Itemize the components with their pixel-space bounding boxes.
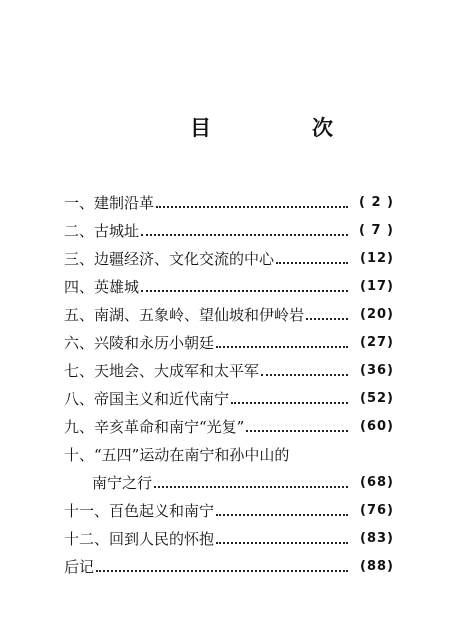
toc-entry-title: 英雄城 bbox=[94, 278, 140, 296]
dot-leader bbox=[156, 206, 348, 208]
toc-entry[interactable] bbox=[64, 274, 394, 296]
toc-entry-title: 天地会、大成军和太平军 bbox=[94, 362, 260, 380]
toc-entry-title: 南湖、五象岭、望仙坡和伊岭岩 bbox=[94, 306, 305, 324]
toc-entry-number: 八、 bbox=[64, 390, 95, 408]
toc-entry-number: 五、 bbox=[64, 306, 95, 324]
toc-entry[interactable] bbox=[64, 358, 394, 380]
toc-entry[interactable] bbox=[64, 498, 394, 520]
toc-entry-title: 辛亥革命和南宁“光复” bbox=[94, 418, 245, 436]
toc-entry-title: 兴陵和永历小朝廷 bbox=[94, 334, 215, 352]
toc-entry-page: ( 2 ) bbox=[359, 195, 394, 210]
toc-entry[interactable] bbox=[64, 442, 394, 464]
toc-entry[interactable] bbox=[64, 302, 394, 324]
toc-entry-title: 百色起义和南宁 bbox=[109, 502, 215, 520]
toc-entry-number: 十一、 bbox=[64, 502, 110, 520]
toc-entry-continuation[interactable] bbox=[92, 470, 394, 492]
page-title: 目 次 bbox=[190, 115, 373, 140]
dot-leader bbox=[306, 318, 348, 320]
dot-leader bbox=[216, 346, 348, 348]
toc-entry-title: 建制沿革 bbox=[94, 194, 155, 212]
toc-entry-number: 四、 bbox=[64, 278, 95, 296]
toc-entry-page: (27) bbox=[360, 335, 394, 350]
toc-entry-title: 南宁之行 bbox=[92, 474, 153, 492]
toc-entry-page: (52) bbox=[360, 391, 394, 406]
toc-entry-number: 一、 bbox=[64, 194, 95, 212]
toc-entry-page: ( 7 ) bbox=[359, 223, 394, 238]
toc-entry[interactable] bbox=[64, 190, 394, 212]
toc-entry-title: 回到人民的怀抱 bbox=[109, 530, 215, 548]
toc-entry-page: (83) bbox=[360, 531, 394, 546]
toc-entry-title: 古城址 bbox=[94, 222, 140, 240]
toc-entry-page: (12) bbox=[360, 251, 394, 266]
toc-entry-title: 后记 bbox=[64, 558, 95, 576]
dot-leader bbox=[231, 402, 348, 404]
toc-entry[interactable] bbox=[64, 526, 394, 548]
toc-entry-page: (17) bbox=[360, 279, 394, 294]
dot-leader bbox=[141, 290, 348, 292]
toc-entry-page: (68) bbox=[360, 475, 394, 490]
toc-entry-page: (60) bbox=[360, 419, 394, 434]
dot-leader bbox=[276, 262, 348, 264]
toc-entry[interactable] bbox=[64, 218, 394, 240]
dot-leader bbox=[141, 234, 348, 236]
toc-entry[interactable] bbox=[64, 414, 394, 436]
dot-leader bbox=[96, 570, 348, 572]
toc-entry-number: 六、 bbox=[64, 334, 95, 352]
toc-entry-page: (88) bbox=[360, 559, 394, 574]
toc-entry-page: (20) bbox=[360, 307, 394, 322]
toc-entry-title: “五四”运动在南宁和孙中山的 bbox=[94, 446, 290, 464]
toc-entry[interactable] bbox=[64, 554, 394, 576]
toc-entry-number: 三、 bbox=[64, 250, 95, 268]
toc-entry-page: (36) bbox=[360, 363, 394, 378]
toc-entry-number: 九、 bbox=[64, 418, 95, 436]
dot-leader bbox=[261, 374, 348, 376]
toc-entry-title: 边疆经济、文化交流的中心 bbox=[94, 250, 275, 268]
dot-leader bbox=[216, 542, 348, 544]
toc-entry-number: 十、 bbox=[64, 446, 95, 464]
toc-entry-number: 七、 bbox=[64, 362, 95, 380]
toc-entry[interactable] bbox=[64, 330, 394, 352]
toc-entry[interactable] bbox=[64, 246, 394, 268]
toc-entry-title: 帝国主义和近代南宁 bbox=[94, 390, 230, 408]
dot-leader bbox=[246, 430, 348, 432]
toc-entry-page: (76) bbox=[360, 503, 394, 518]
toc-entry-number: 十二、 bbox=[64, 530, 110, 548]
toc-entry-number: 二、 bbox=[64, 222, 95, 240]
dot-leader bbox=[216, 514, 348, 516]
toc-entry[interactable] bbox=[64, 386, 394, 408]
dot-leader bbox=[154, 486, 348, 488]
